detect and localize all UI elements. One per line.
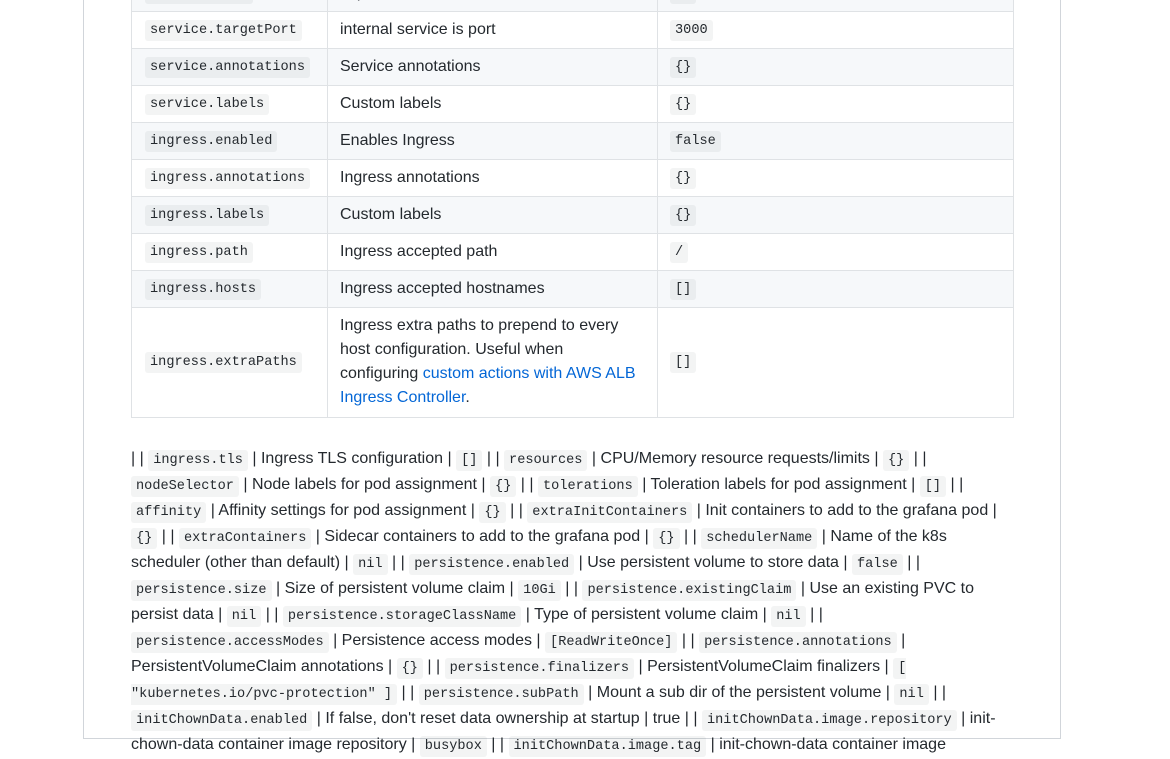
paragraph-text: | Type of persistent volume claim | (521, 606, 772, 623)
paragraph-text: | | (397, 684, 419, 701)
param-description: Ingress extra paths to prepend to every host configuration. Useful when configuring (340, 317, 619, 382)
inline-code: initChownData.image.tag (509, 736, 707, 757)
param-key: ingress.labels (145, 205, 269, 226)
table-row (132, 123, 1014, 160)
param-key: service.targetPort (145, 20, 302, 41)
table-row (132, 160, 1014, 197)
default-cell (658, 0, 1014, 12)
param-default: 3000 (670, 20, 713, 41)
inline-code: [ReadWriteOnce] (545, 632, 677, 653)
param-default: {} (670, 205, 696, 226)
aws-alb-ingress-link[interactable]: custom actions with AWS ALB Ingress Controller (340, 365, 636, 406)
param-key: service.annotations (145, 57, 310, 78)
paragraph-text: | Toleration labels for pod assignment | (637, 476, 920, 493)
default-cell (658, 308, 1014, 418)
param-key (145, 0, 253, 4)
values-table (131, 0, 1014, 418)
inline-code: {} (490, 476, 516, 497)
table-row (132, 0, 1014, 12)
paragraph-text: | Use an existing PVC to persist data | (131, 580, 974, 623)
param-default: [] (670, 352, 696, 373)
inline-code: {} (653, 528, 679, 549)
description-cell (328, 123, 658, 160)
inline-code: nil (353, 554, 387, 575)
param-description: Ingress annotations (340, 169, 480, 186)
values-table-wrapper (131, 0, 1014, 418)
inline-code: ingress.tls (148, 450, 248, 471)
param-cell (132, 308, 328, 418)
inline-code: tolerations (538, 476, 638, 497)
param-default: false (670, 131, 721, 152)
inline-code: persistence.subPath (419, 684, 584, 705)
table-row (132, 49, 1014, 86)
inline-code: initChownData.enabled (131, 710, 312, 731)
param-cell (132, 123, 328, 160)
paragraph-text: | | (909, 450, 927, 467)
default-cell (658, 197, 1014, 234)
inline-code: persistence.annotations (699, 632, 897, 653)
table-row (132, 197, 1014, 234)
paragraph-text: | | (560, 580, 583, 597)
param-default: / (670, 242, 688, 263)
values-table-body (132, 0, 1014, 418)
param-cell (132, 197, 328, 234)
table-row (132, 12, 1014, 49)
paragraph-text: | Node labels for pod assignment | (238, 476, 491, 493)
param-key: ingress.annotations (145, 168, 310, 189)
param-description: Custom labels (340, 206, 442, 223)
table-row (132, 308, 1014, 418)
paragraph-text: | | (516, 476, 539, 493)
inline-code: persistence.enabled (409, 554, 574, 575)
paragraph-text: | | (131, 450, 149, 467)
paragraph-text: | Use persistent volume to store data | (574, 554, 852, 571)
default-cell (658, 160, 1014, 197)
inline-code: {} (479, 502, 505, 523)
inline-code: {} (883, 450, 909, 471)
paragraph-text: | Persistence access modes | (328, 632, 546, 649)
inline-code: persistence.finalizers (445, 658, 634, 679)
paragraph-text: | | (902, 554, 920, 571)
paragraph-text: | If false, don't reset data ownership at startup | true | | (312, 710, 702, 727)
param-description: internal service is port (340, 21, 496, 38)
param-default: [] (670, 279, 696, 300)
paragraph-text: | | (679, 528, 702, 545)
inline-code: {} (397, 658, 423, 679)
paragraph-text: | Size of persistent volume claim | (271, 580, 519, 597)
inline-code: resources (504, 450, 587, 471)
param-cell (132, 271, 328, 308)
param-default: {} (670, 94, 696, 115)
description-cell (328, 12, 658, 49)
inline-code: false (852, 554, 903, 575)
param-description-end: . (465, 389, 470, 406)
paragraph-text: | Sidecar containers to add to the grafana pod | (311, 528, 654, 545)
description-cell (328, 0, 658, 12)
param-key: ingress.hosts (145, 279, 261, 300)
paragraph-text: | Ingress TLS configuration | (247, 450, 457, 467)
param-key: ingress.path (145, 242, 253, 263)
paragraph-text: | | (928, 684, 947, 701)
paragraph-text: | | (805, 606, 823, 623)
inline-code: persistence.accessModes (131, 632, 329, 653)
inline-code: nil (771, 606, 805, 627)
param-default: {} (670, 57, 696, 78)
param-cell (132, 49, 328, 86)
inline-code: nil (894, 684, 928, 705)
paragraph-text: | Affinity settings for pod assignment | (206, 502, 480, 519)
inline-code: persistence.storageClassName (283, 606, 521, 627)
param-description: Service annotations (340, 58, 481, 75)
param-cell (132, 0, 328, 12)
description-cell (328, 86, 658, 123)
default-cell (658, 49, 1014, 86)
description-cell (328, 271, 658, 308)
table-row (132, 271, 1014, 308)
inline-code: extraContainers (179, 528, 311, 549)
inline-code: {} (131, 528, 157, 549)
paragraph-text: | Init containers to add to the grafana pod | (692, 502, 997, 519)
inline-code: nodeSelector (131, 476, 239, 497)
param-cell (132, 234, 328, 271)
default-cell (658, 123, 1014, 160)
description-cell (328, 197, 658, 234)
default-cell (658, 234, 1014, 271)
param-description: Ingress accepted path (340, 243, 498, 260)
inline-code: [ "kubernetes.io/pvc-protection" ] (131, 658, 906, 705)
param-description: Ingress accepted hostnames (340, 280, 545, 297)
paragraph-text: | PersistentVolumeClaim finalizers | (634, 658, 894, 675)
param-key: service.labels (145, 94, 269, 115)
paragraph-text: | | (482, 450, 505, 467)
table-row (132, 234, 1014, 271)
description-cell (328, 160, 658, 197)
param-cell (132, 86, 328, 123)
default-cell (658, 12, 1014, 49)
paragraph-text: | | (505, 502, 528, 519)
paragraph-text: | | (422, 658, 445, 675)
paragraph-text: | init-chown-data container image repository | (131, 710, 996, 753)
inline-code: schedulerName (701, 528, 817, 549)
paragraph-text: | CPU/Memory resource requests/limits | (587, 450, 883, 467)
param-description: Custom labels (340, 95, 442, 112)
inline-code: extraInitContainers (527, 502, 692, 523)
inline-code: persistence.existingClaim (582, 580, 796, 601)
param-default: {} (670, 168, 696, 189)
paragraph-text: | | (946, 476, 964, 493)
inline-code: [] (920, 476, 946, 497)
inline-code: busybox (420, 736, 487, 757)
inline-code: 10Gi (518, 580, 561, 601)
default-cell (658, 86, 1014, 123)
inline-code: [] (456, 450, 482, 471)
default-cell (658, 271, 1014, 308)
param-key: ingress.enabled (145, 131, 277, 152)
paragraph-text: | | (486, 736, 509, 753)
param-key: ingress.extraPaths (145, 352, 302, 373)
paragraph-text: | Mount a sub dir of the persistent volume | (583, 684, 895, 701)
description-cell (328, 234, 658, 271)
paragraph-text: | | (677, 632, 700, 649)
paragraph-text: | Name of the k8s scheduler (other than default) | (131, 528, 947, 571)
paragraph-text: | | (157, 528, 179, 545)
inline-code: persistence.size (131, 580, 272, 601)
table-row (132, 86, 1014, 123)
inline-code: nil (227, 606, 261, 627)
unformatted-table-paragraph (131, 447, 1014, 759)
paragraph-text: | PersistentVolumeClaim annotations | (131, 632, 906, 675)
param-cell (132, 160, 328, 197)
paragraph-text: | | (261, 606, 283, 623)
param-cell (132, 12, 328, 49)
inline-code: affinity (131, 502, 206, 523)
paragraph-text: | init-chown-data container image (706, 736, 946, 753)
param-description (340, 0, 401, 1)
param-default (670, 0, 696, 4)
description-cell (328, 49, 658, 86)
description-cell (328, 308, 658, 418)
param-description: Enables Ingress (340, 132, 455, 149)
inline-code: initChownData.image.repository (702, 710, 957, 731)
paragraph-text: | | (387, 554, 410, 571)
